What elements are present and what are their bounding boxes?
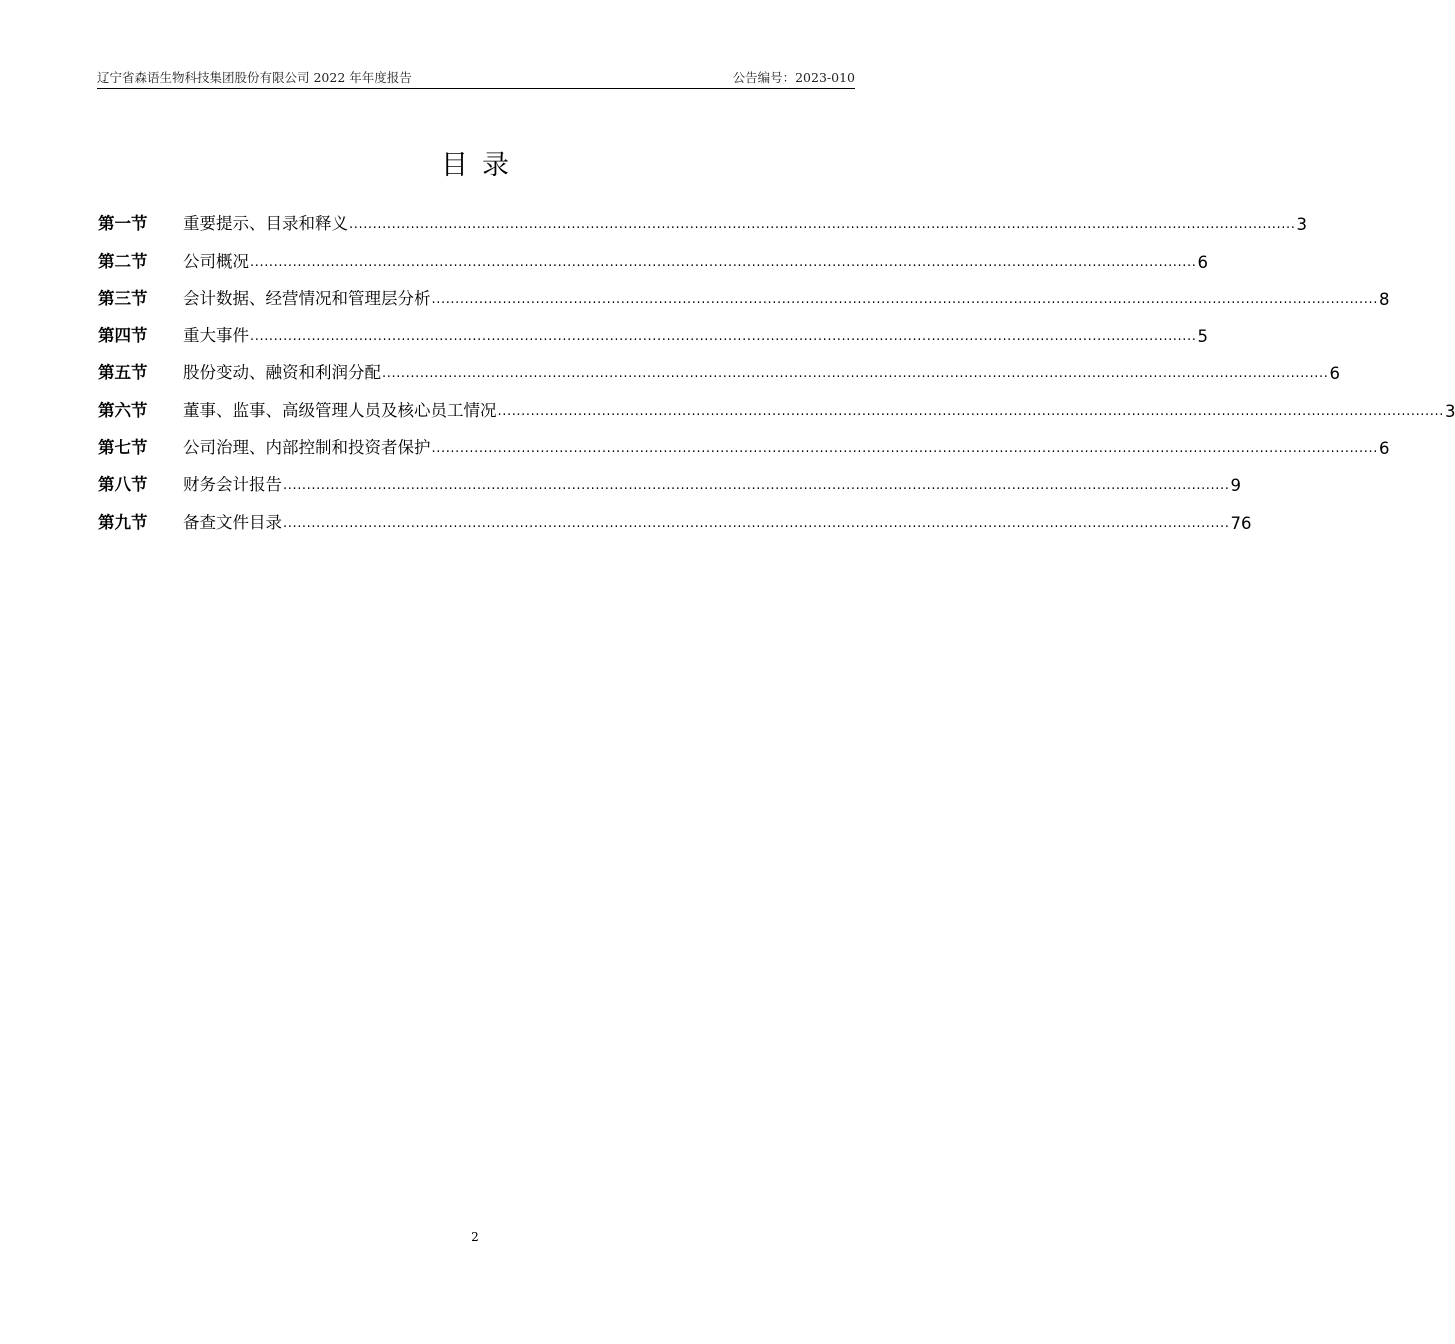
toc-dot-leader: ........................................................................................................................................................................................................: [431, 291, 1378, 307]
table-of-contents: [98, 197, 1455, 533]
page-header: [97, 66, 855, 89]
toc-section-title: 董事、监事、高级管理人员及核心员工情况: [183, 400, 497, 420]
toc-page-number: 5: [1197, 327, 1208, 347]
toc-section-number: 第一节: [98, 214, 148, 234]
toc-page-number: 6: [1329, 364, 1340, 384]
toc-section-number: 第九节: [98, 512, 148, 532]
toc-page-number: 6: [1197, 252, 1208, 272]
toc-section-title: 重大事件: [183, 326, 249, 346]
toc-section-title: 重要提示、目录和释义: [183, 214, 348, 234]
toc-entry-6[interactable]: [98, 383, 1455, 421]
toc-entry-1[interactable]: [98, 197, 1307, 235]
toc-entry-2[interactable]: [98, 234, 1208, 272]
toc-entry-7[interactable]: [98, 421, 1390, 459]
header-announcement-number: 公告编号：2023-010: [732, 70, 855, 85]
toc-section-number: 第六节: [98, 400, 148, 420]
page-footer-number: 2: [471, 1230, 479, 1244]
toc-dot-leader: ........................................................................................................................................................................................................: [250, 254, 1197, 270]
toc-page-number: 8: [1378, 289, 1390, 309]
toc-section-title: 公司治理、内部控制和投资者保护: [183, 438, 431, 458]
toc-section-number: 第八节: [98, 475, 148, 495]
toc-entry-8[interactable]: [98, 458, 1241, 496]
toc-page-number: 3: [1296, 215, 1307, 235]
toc-page-number: 76: [1230, 513, 1252, 533]
toc-page-number: 6: [1378, 439, 1390, 459]
toc-section-number: 第三节: [98, 288, 148, 308]
header-report-title: 辽宁省森语生物科技集团股份有限公司 2022 年年度报告: [97, 70, 412, 85]
toc-section-title: 财务会计报告: [183, 475, 282, 495]
toc-page-number: 3: [1444, 401, 1455, 421]
toc-section-title: 股份变动、融资和利润分配: [183, 363, 381, 383]
toc-entry-3[interactable]: [98, 272, 1390, 309]
toc-dot-leader: ........................................................................................................................................................................................................: [431, 441, 1378, 457]
toc-entry-4[interactable]: [98, 309, 1208, 347]
toc-dot-leader: ........................................................................................................................................................................................................: [283, 515, 1230, 531]
toc-dot-leader: ........................................................................................................................................................................................................: [497, 403, 1444, 419]
toc-entry-9[interactable]: [98, 495, 1252, 533]
toc-page-number: 9: [1230, 476, 1241, 496]
toc-section-number: 第七节: [98, 438, 148, 458]
toc-dot-leader: ........................................................................................................................................................................................................: [382, 366, 1329, 382]
toc-entry-5[interactable]: [98, 346, 1340, 384]
toc-section-title: 会计数据、经营情况和管理层分析: [183, 288, 431, 308]
toc-title: 目录: [441, 150, 523, 181]
toc-dot-leader: ........................................................................................................................................................................................................: [250, 329, 1197, 345]
toc-section-title: 公司概况: [183, 251, 249, 271]
toc-section-number: 第五节: [98, 363, 148, 383]
toc-dot-leader: ........................................................................................................................................................................................................: [349, 217, 1296, 233]
toc-dot-leader: ........................................................................................................................................................................................................: [283, 478, 1230, 494]
toc-section-title: 备查文件目录: [183, 512, 282, 532]
toc-section-number: 第二节: [98, 251, 148, 271]
toc-section-number: 第四节: [98, 326, 148, 346]
